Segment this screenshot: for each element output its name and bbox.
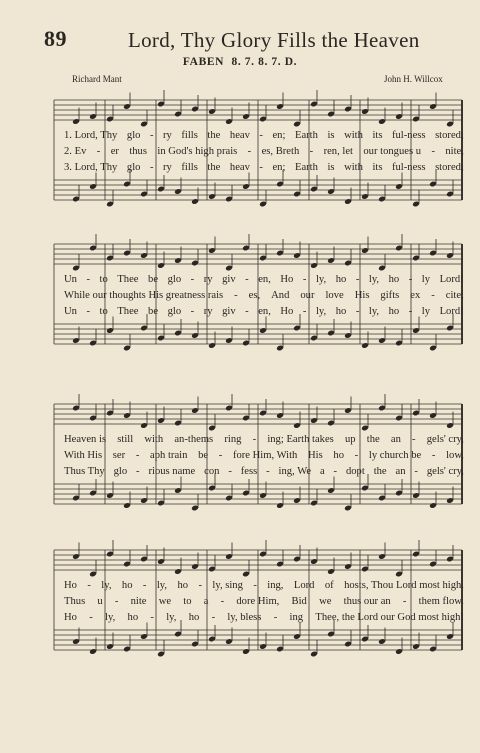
lyric-syllable: - bbox=[86, 274, 91, 285]
lyric-syllable: Thee, the Lord our God most high! bbox=[315, 612, 464, 623]
lyric-syllable: stored; bbox=[435, 162, 464, 173]
lyric-syllable: ly church be bbox=[368, 450, 422, 461]
lyric-syllable: giv bbox=[222, 306, 236, 317]
lyric-syllable: - bbox=[149, 162, 154, 173]
lyric-syllable: ry bbox=[203, 274, 213, 285]
lyric-syllable: up bbox=[344, 434, 356, 445]
lyric-syllable: en, bbox=[258, 274, 271, 285]
lyric-syllable: an bbox=[395, 466, 406, 477]
lyric-syllable: a bbox=[319, 466, 325, 477]
lyric-syllable: - bbox=[431, 450, 436, 461]
lyric-syllable: ry bbox=[163, 130, 172, 141]
lyric-syllable: 1. Lord, Thy bbox=[64, 130, 118, 141]
lyric-syllable: of bbox=[324, 580, 334, 591]
lyric-syllable: ing, bbox=[267, 580, 284, 591]
lyric-syllable: u bbox=[97, 596, 103, 607]
lyric-syllable: with bbox=[344, 162, 363, 173]
lyric-syllable: - bbox=[408, 306, 413, 317]
lyric-line bbox=[64, 306, 464, 317]
lyric-syllable: the bbox=[373, 466, 387, 477]
lyric-line bbox=[64, 596, 464, 607]
lyric-syllable: ex bbox=[410, 290, 421, 301]
lyric-syllable: with bbox=[344, 130, 363, 141]
lyric-syllable: Lord! bbox=[439, 274, 464, 285]
lyric-syllable: gels' cry, bbox=[426, 434, 464, 445]
lyric-syllable: an bbox=[390, 434, 401, 445]
lyric-syllable: with bbox=[144, 434, 164, 445]
lyric-syllable: 2. Ev bbox=[64, 146, 87, 157]
lyric-syllable: - bbox=[87, 580, 91, 591]
lyric-syllable: ly, bbox=[315, 274, 327, 285]
lyric-syllable: His bbox=[308, 450, 323, 461]
lyric-syllable: be bbox=[148, 306, 159, 317]
lyric-syllable: to bbox=[99, 306, 108, 317]
hymn-number: 89 bbox=[44, 26, 67, 51]
lyric-syllable: gels' cry, bbox=[426, 466, 464, 477]
lyric-syllable: - bbox=[245, 306, 249, 317]
lyric-syllable: is bbox=[327, 162, 335, 173]
lyric-syllable: es, Breth bbox=[261, 146, 300, 157]
lyric-syllable: - bbox=[211, 612, 216, 623]
lyric-syllable: the bbox=[366, 434, 380, 445]
lyric-syllable: ly, bbox=[166, 612, 177, 623]
lyric-syllable: to bbox=[99, 274, 108, 285]
lyric-syllable: ly, bbox=[105, 612, 116, 623]
lyric-syllable: ly, bless bbox=[227, 612, 262, 623]
lyric-syllable: - bbox=[354, 450, 359, 461]
lyric-syllable: we bbox=[158, 596, 172, 607]
lyric-syllable: fills bbox=[181, 130, 198, 141]
lyric-syllable: ly, bbox=[315, 306, 327, 317]
lyric-syllable: glo bbox=[126, 130, 141, 141]
lyric-syllable: - bbox=[245, 274, 249, 285]
lyric-syllable: - bbox=[431, 290, 435, 301]
lyric-line bbox=[64, 466, 464, 477]
lyric-syllable: - bbox=[114, 596, 119, 607]
lyric-syllable: - bbox=[266, 466, 270, 477]
lyric-syllable: - bbox=[220, 596, 225, 607]
lyric-syllable: Ho bbox=[64, 612, 77, 623]
lyric-syllable: Lord bbox=[293, 580, 315, 591]
lyric-syllable: the bbox=[207, 130, 221, 141]
lyric-syllable: - bbox=[402, 596, 407, 607]
lyric-syllable: - bbox=[234, 290, 238, 301]
lyric-syllable: ho bbox=[335, 274, 347, 285]
lyric-syllable: ing bbox=[289, 612, 304, 623]
lyric-syllable: glo bbox=[126, 162, 141, 173]
lyric-syllable: ly bbox=[421, 274, 431, 285]
lyric-syllable: Un bbox=[64, 274, 77, 285]
lyric-syllable: - bbox=[218, 450, 223, 461]
lyric-syllable: dopt bbox=[345, 466, 365, 477]
lyric-syllable: heav bbox=[229, 130, 250, 141]
lyric-syllable: Earth bbox=[294, 130, 318, 141]
lyric-syllable: ly, bbox=[368, 274, 380, 285]
lyric-syllable: its bbox=[372, 130, 383, 141]
lyric-syllable: - bbox=[302, 306, 307, 317]
lyric-syllable: low, bbox=[446, 450, 464, 461]
tune-line bbox=[0, 56, 480, 68]
words-credit: Richard Mant bbox=[72, 74, 122, 84]
lyric-syllable: nite, bbox=[445, 146, 464, 157]
lyric-syllable: hosts, Thou Lord most high. bbox=[344, 580, 464, 591]
lyric-syllable: Earth bbox=[294, 162, 318, 173]
lyric-syllable: its bbox=[372, 162, 383, 173]
music-system bbox=[46, 88, 466, 218]
lyric-syllable: Bid bbox=[291, 596, 307, 607]
lyric-syllable: to bbox=[183, 596, 192, 607]
meter: 8. 7. 8. 7. D. bbox=[231, 56, 298, 68]
lyric-syllable: - bbox=[309, 146, 314, 157]
lyric-syllable: be bbox=[198, 450, 209, 461]
lyric-syllable: Thee bbox=[117, 306, 139, 317]
lyric-syllable: er bbox=[110, 146, 119, 157]
lyric-syllable: ly bbox=[421, 306, 431, 317]
lyric-syllable: While our thoughts His greatness rais bbox=[64, 290, 224, 301]
lyric-syllable: ly, sing bbox=[212, 580, 243, 591]
lyric-syllable: aph train bbox=[150, 450, 188, 461]
lyric-syllable: - bbox=[412, 434, 416, 445]
lyric-syllable: - bbox=[136, 466, 140, 477]
lyric-syllable: - bbox=[96, 146, 101, 157]
lyric-syllable: nite bbox=[130, 596, 147, 607]
lyric-syllable: - bbox=[252, 434, 257, 445]
lyric-syllable: fess bbox=[240, 466, 258, 477]
music-system bbox=[46, 538, 466, 668]
lyric-syllable: we bbox=[319, 596, 332, 607]
lyric-syllable: is bbox=[327, 130, 335, 141]
lyric-syllable: ser bbox=[112, 450, 126, 461]
lyric-syllable: en, bbox=[258, 306, 271, 317]
lyric-syllable: ho bbox=[177, 580, 189, 591]
lyric-syllable: Thee bbox=[117, 274, 139, 285]
lyric-syllable: Ho bbox=[64, 580, 77, 591]
lyric-syllable: - bbox=[355, 306, 360, 317]
lyric-syllable: ly, bbox=[368, 306, 380, 317]
lyric-syllable: our tongues u bbox=[363, 146, 422, 157]
lyric-syllable: ry bbox=[203, 306, 213, 317]
lyric-syllable: Heaven is bbox=[64, 434, 107, 445]
lyric-syllable: es, bbox=[248, 290, 261, 301]
lyric-syllable: love bbox=[325, 290, 344, 301]
lyric-syllable: en; bbox=[272, 162, 286, 173]
lyric-syllable: fore Him, With bbox=[232, 450, 298, 461]
lyric-syllable: in God's high prais bbox=[157, 146, 238, 157]
lyric-syllable: our bbox=[300, 290, 315, 301]
lyric-syllable: ren, let bbox=[323, 146, 353, 157]
lyric-syllable: glo bbox=[167, 306, 182, 317]
lyric-syllable: Ho bbox=[280, 306, 294, 317]
lyric-syllable: Thus bbox=[64, 596, 86, 607]
lyric-syllable: ing; Earth takes bbox=[267, 434, 334, 445]
lyric-syllable: And bbox=[271, 290, 290, 301]
lyric-syllable: Lord! bbox=[439, 306, 464, 317]
lyric-syllable: ing, We bbox=[278, 466, 312, 477]
lyric-syllable: Un bbox=[64, 306, 77, 317]
music-system bbox=[46, 392, 466, 522]
lyric-syllable: cite; bbox=[445, 290, 464, 301]
lyric-syllable: glo bbox=[113, 466, 128, 477]
lyric-syllable: - bbox=[333, 466, 338, 477]
lyric-syllable: an-thems bbox=[174, 434, 214, 445]
lyric-syllable: - bbox=[149, 130, 154, 141]
lyric-syllable: stored; bbox=[435, 130, 464, 141]
lyric-line bbox=[64, 434, 464, 445]
lyric-syllable: giv bbox=[222, 274, 236, 285]
music-system bbox=[46, 232, 466, 362]
lyric-syllable: - bbox=[190, 306, 195, 317]
lyric-syllable: With His bbox=[64, 450, 103, 461]
lyric-syllable: ho bbox=[388, 274, 400, 285]
lyric-syllable: - bbox=[302, 274, 307, 285]
lyric-syllable: ful-ness bbox=[391, 162, 426, 173]
lyric-syllable: ho bbox=[333, 450, 344, 461]
lyric-syllable: - bbox=[253, 580, 257, 591]
lyric-syllable: ly, bbox=[101, 580, 112, 591]
lyric-syllable: gifts bbox=[380, 290, 400, 301]
lyric-syllable: fills bbox=[181, 162, 198, 173]
lyric-syllable: - bbox=[86, 306, 91, 317]
lyric-syllable: still bbox=[117, 434, 134, 445]
lyric-syllable: ho bbox=[121, 580, 133, 591]
lyric-syllable: dore Him, bbox=[236, 596, 280, 607]
lyric-line bbox=[64, 162, 464, 173]
lyric-syllable: con bbox=[204, 466, 220, 477]
hymn-title: Lord, Thy Glory Fills the Heaven bbox=[128, 28, 420, 52]
lyric-syllable: rious name bbox=[148, 466, 196, 477]
lyric-line bbox=[64, 274, 464, 285]
lyric-syllable: ly, bbox=[156, 580, 168, 591]
lyric-syllable: glo bbox=[167, 274, 182, 285]
lyric-syllable: thus bbox=[129, 146, 147, 157]
lyric-syllable: - bbox=[414, 466, 418, 477]
lyric-syllable: - bbox=[355, 274, 360, 285]
lyric-syllable: ho bbox=[388, 306, 400, 317]
lyric-syllable: - bbox=[89, 612, 93, 623]
lyric-syllable: - bbox=[142, 580, 147, 591]
lyric-line bbox=[64, 450, 464, 461]
lyric-syllable: - bbox=[273, 612, 278, 623]
lyric-syllable: be bbox=[148, 274, 159, 285]
lyric-syllable: ho bbox=[335, 306, 347, 317]
lyric-syllable: them flow. bbox=[418, 596, 464, 607]
lyric-syllable: - bbox=[247, 146, 252, 157]
lyric-syllable: - bbox=[135, 450, 140, 461]
lyric-syllable: Thus Thy bbox=[64, 466, 105, 477]
lyric-syllable: en; bbox=[272, 130, 286, 141]
lyric-syllable: a bbox=[203, 596, 209, 607]
lyric-syllable: - bbox=[408, 274, 413, 285]
lyric-syllable: the bbox=[207, 162, 221, 173]
lyric-line bbox=[64, 290, 464, 301]
lyric-syllable: His bbox=[354, 290, 370, 301]
lyric-line bbox=[64, 612, 464, 623]
tune-name: FABEN bbox=[182, 56, 225, 68]
lyric-syllable: Ho bbox=[280, 274, 294, 285]
lyric-syllable: - bbox=[228, 466, 232, 477]
lyric-syllable: thus our an bbox=[343, 596, 391, 607]
lyric-syllable: - bbox=[198, 580, 202, 591]
lyric-syllable: - bbox=[150, 612, 154, 623]
lyric-line bbox=[64, 130, 464, 141]
lyric-syllable: 3. Lord, Thy bbox=[64, 162, 118, 173]
lyric-line bbox=[64, 580, 464, 591]
lyric-syllable: - bbox=[259, 130, 263, 141]
lyric-syllable: - bbox=[259, 162, 263, 173]
lyric-syllable: ho bbox=[188, 612, 200, 623]
lyric-syllable: ful-ness bbox=[391, 130, 426, 141]
lyric-syllable: ry bbox=[163, 162, 172, 173]
lyric-syllable: ring bbox=[224, 434, 242, 445]
lyric-syllable: - bbox=[190, 274, 195, 285]
lyric-syllable: heav bbox=[229, 162, 250, 173]
music-credit: John H. Willcox bbox=[384, 74, 443, 84]
lyric-syllable: - bbox=[431, 146, 435, 157]
lyric-line bbox=[64, 146, 464, 157]
lyric-syllable: ho bbox=[127, 612, 139, 623]
